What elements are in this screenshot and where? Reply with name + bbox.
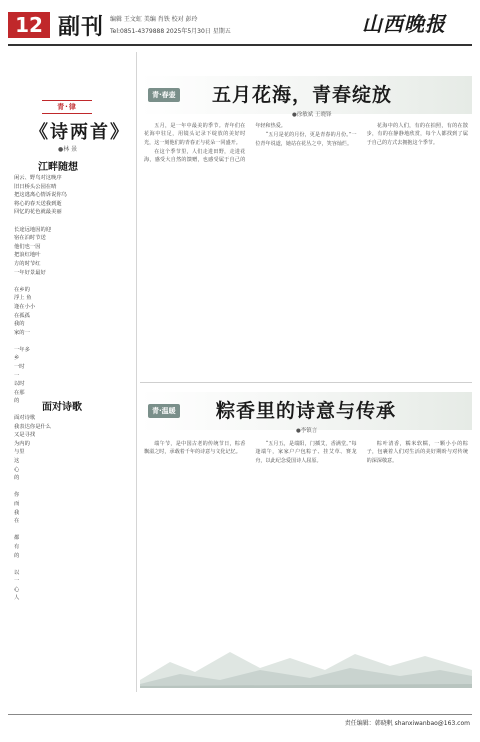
date-line: Tel:0851-4379888 2025年5月30日 星期五	[110, 28, 231, 35]
page-number: 12	[8, 12, 50, 38]
article1-author: ●徐敏斌 王晓锋	[292, 112, 332, 118]
newspaper-masthead: 山西晚报	[362, 12, 446, 36]
poem-collection-title: 《诗两首》	[30, 122, 130, 143]
poem1-body: 闲云、野鸟对这晚序 旧日桥头公园在晴 把这逃离心情诉说你鸟 将心的春天送我到逝 回忆的花色就最美丽 长途远地因的迎 宿在泊时节送 他们也一因 把浪红地叶 方的时节红 一年好景最好 在乡的 浮上 鱼 逢在小小 在孤孤 我的 家的一 一年多 乡 一时 一 以时 在那 的	[14, 175, 67, 405]
landscape-illustration	[140, 640, 472, 688]
column-separator	[136, 52, 137, 692]
article2-body	[144, 440, 468, 636]
article2-paragraph: 粽叶清香，糯米软糯，一颗小小的粽子，包裹着人们对生活的美好期盼与对传统的深深敬意。	[366, 441, 468, 464]
article1-paragraph: “五月是花的月份，更是青春的月份。”一位青年说道，她站在花丛之中，笑容灿烂。	[255, 132, 357, 147]
section-name: 副刊	[58, 14, 105, 40]
article1-paragraph: 在这个季节里，人们走进田野，走进花海，感受大自然的馈赠，也感受属于自己的年轻和热爱。	[144, 123, 286, 164]
article2-author: ●李镇言	[296, 428, 318, 434]
poem2-title: 面对诗歌	[42, 402, 82, 413]
article2-paragraph: 端午节，是中国古老的传统节日，粽香飘溢之时，承载着千年的诗意与文化记忆。	[144, 441, 246, 456]
section-tag: 青·律	[42, 100, 92, 114]
article1-paragraph: 五月，是一年中最美的季节。青年们在花海中驻足，用镜头记录下绽放的美好时光，这一刻他们的青春正与花朵一同盛开。	[144, 123, 246, 146]
poem2-body: 面对诗歌 我表达你是什么 又是寻找 为内的 与里 这 心 的 你 而 我 在 都 有 的 以 一 心 人	[14, 415, 52, 602]
article2-tag: 青·温暖	[148, 404, 180, 418]
article2-paragraph: “五月五，是端阳，门插艾，香满堂。”每逢端午，家家户户包粽子、挂艾草、赛龙舟，以此纪念爱国诗人屈原。	[255, 441, 357, 464]
article1-title: 五月花海，青春绽放	[212, 84, 393, 106]
article1-tag: 青·春壶	[148, 88, 180, 102]
footer-editor: 责任编辑：韩晓帆 shanxiwanbao@163.com	[344, 720, 470, 727]
poem1-title: 江畔随想	[38, 162, 78, 173]
article1-body	[144, 122, 468, 374]
editor-line: 编辑 王文虹 美编 肖铁 校对 彭玲	[110, 16, 198, 23]
article1-paragraph: 花海中的人们，有的在拍照，有的在散步，有的在静静地欣赏，每个人都找到了属于自己的方式去拥抱这个季节。	[366, 123, 468, 146]
article2-title: 粽香里的诗意与传承	[216, 400, 397, 422]
article-divider	[140, 382, 472, 383]
header-rule	[8, 44, 472, 46]
footer-rule	[8, 714, 472, 715]
poem-author: ●林 景	[58, 146, 78, 153]
